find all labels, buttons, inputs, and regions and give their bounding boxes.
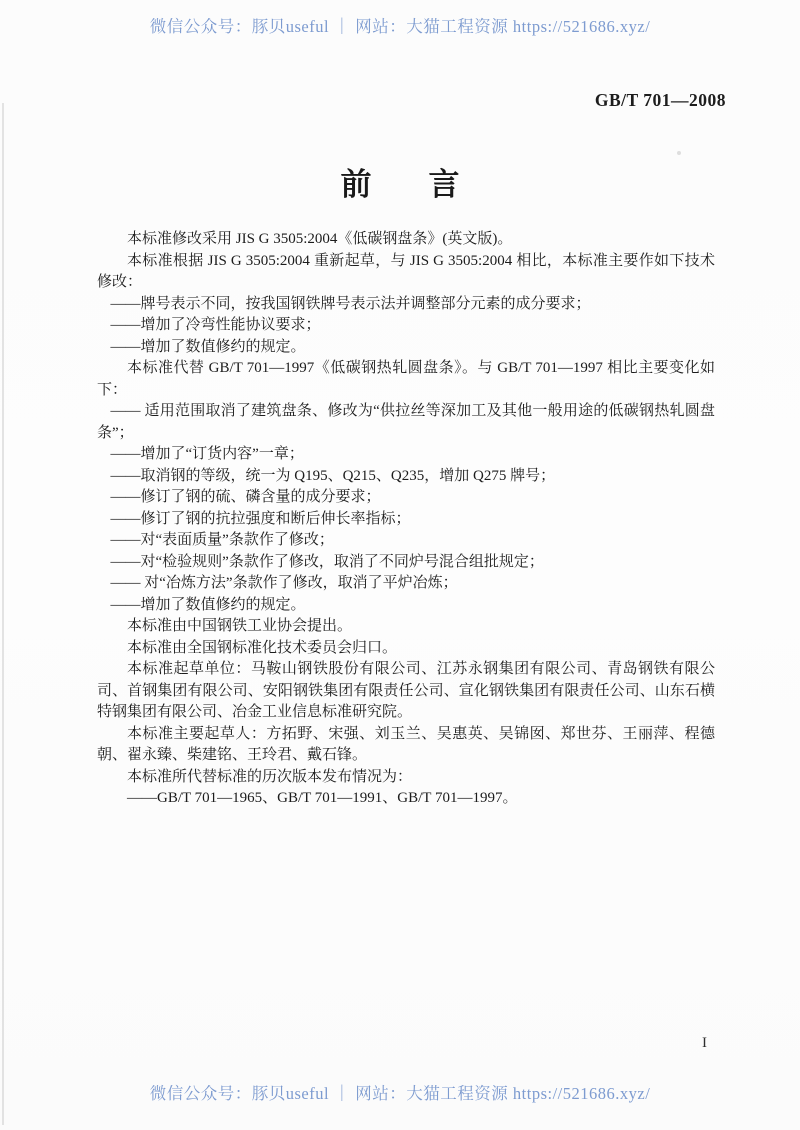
paragraph: 本标准根据 JIS G 3505:2004 重新起草，与 JIS G 3505:2004 相比，本标准主要作如下技术修改： — [97, 252, 715, 290]
paragraph: 本标准由中国钢铁工业协会提出。 — [127, 618, 353, 634]
paragraph: ——修订了钢的抗拉强度和断后伸长率指标； — [110, 510, 411, 527]
paragraph: ——对“检验规则”条款作了修改，取消了不同炉号混合组批规定； — [110, 553, 544, 570]
page-title-char-1: 前 — [340, 167, 372, 202]
paragraph: ——修订了钢的硫、磷含量的成分要求； — [110, 489, 381, 505]
page-title — [0, 159, 800, 204]
paragraph: ——增加了数值修约的规定。 — [110, 338, 306, 355]
scan-edge-artifact — [2, 103, 4, 1125]
paragraph: —— 适用范围取消了建筑盘条、修改为“供拉丝等深加工及其他一般用途的低碳钢热轧圆盘条”； — [97, 403, 715, 441]
paragraph: 本标准修改采用 JIS G 3505:2004《低碳钢盘条》(英文版)。 — [127, 231, 513, 247]
paragraph: ——增加了“订货内容”一章； — [110, 446, 304, 462]
page-number: I — [702, 1035, 707, 1051]
standard-number: GB/T 701—2008 — [594, 90, 726, 110]
watermark-bottom: 微信公众号：豚贝useful ｜ 网站：大猫工程资源 https://521686.xyz/ — [149, 1084, 651, 1103]
paragraph: ——增加了冷弯性能协议要求； — [110, 317, 321, 333]
paragraph: 本标准所代替标准的历次版本发布情况为： — [127, 768, 413, 785]
paragraph: ——对“表面质量”条款作了修改； — [110, 532, 334, 548]
page-title-char-2: 言 — [428, 167, 460, 202]
paragraph: —— 对“冶炼方法”条款作了修改，取消了平炉冶炼； — [110, 575, 458, 591]
paragraph: 本标准由全国钢标准化技术委员会归口。 — [127, 639, 398, 656]
paragraph: 本标准起草单位：马鞍山钢铁股份有限公司、江苏永钢集团有限公司、青岛钢铁有限公司、首钢集团有限公司、安阳钢铁集团有限责任公司、宣化钢铁集团有限责任公司、山东石横特钢集团有限公司、冶金工业信息标准研究院。 — [97, 661, 715, 720]
body-paragraphs — [97, 229, 715, 810]
paragraph: 本标准主要起草人：方拓野、宋强、刘玉兰、吴惠英、吴锦囡、郑世芬、王丽萍、程德朝、翟永臻、柴建铭、王玲君、戴石锋。 — [97, 725, 715, 763]
paragraph: ——GB/T 701—1965、GB/T 701—1991、GB/T 701—1997。 — [127, 790, 518, 806]
scan-speck-artifact — [677, 151, 681, 155]
watermark-top: 微信公众号：豚贝useful ｜ 网站：大猫工程资源 https://521686.xyz/ — [149, 17, 651, 36]
paragraph: 本标准代替 GB/T 701—1997《低碳钢热轧圆盘条》。与 GB/T 701—1997 相比主要变化如下： — [97, 360, 715, 398]
paragraph: ——增加了数值修约的规定。 — [110, 596, 306, 613]
paragraph: ——牌号表示不同，按我国钢铁牌号表示法并调整部分元素的成分要求； — [110, 295, 591, 312]
paragraph: ——取消钢的等级，统一为 Q195、Q215、Q235，增加 Q275 牌号； — [110, 467, 556, 484]
